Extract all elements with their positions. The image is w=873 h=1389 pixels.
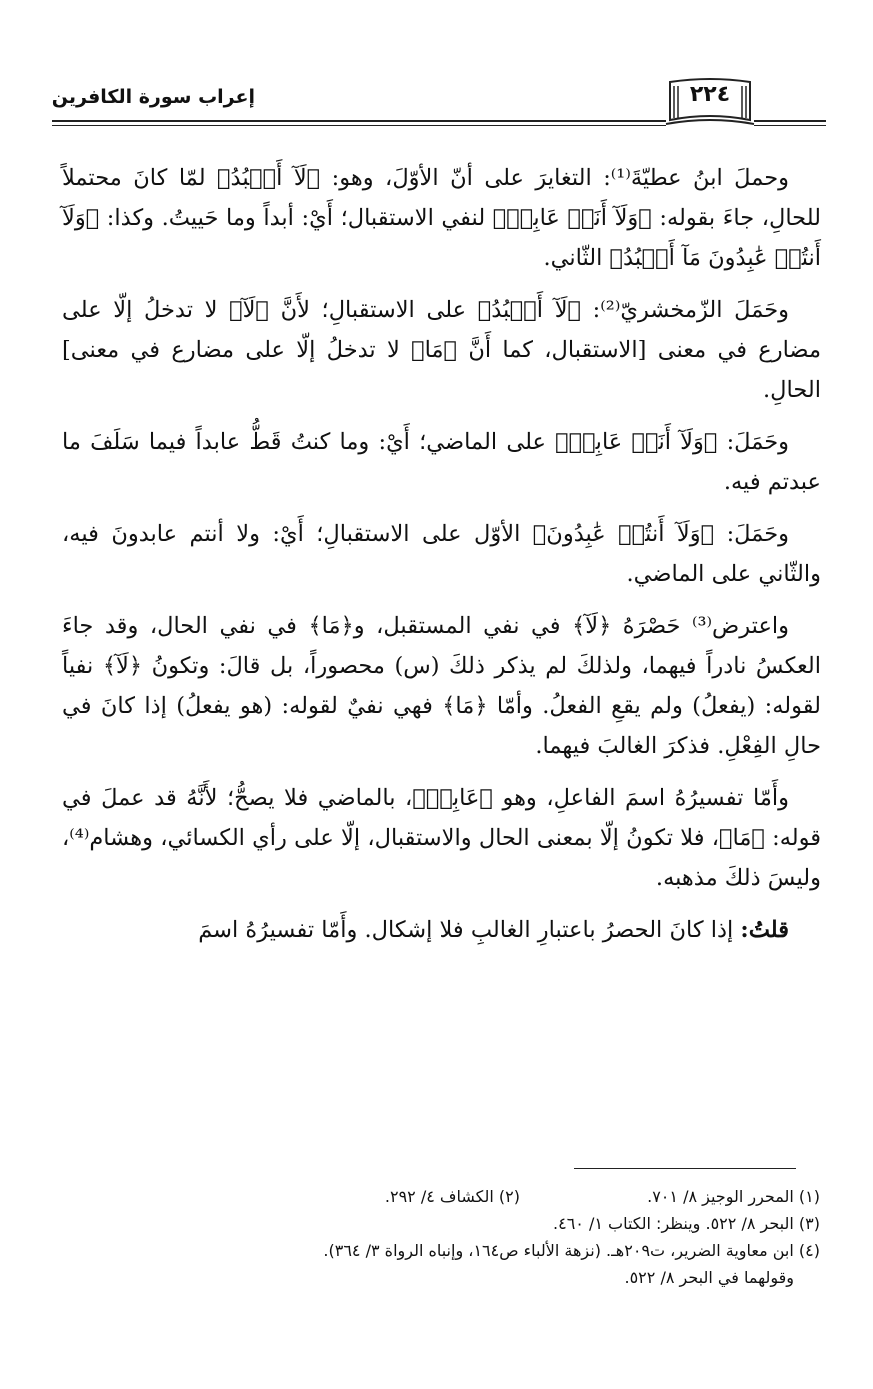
paragraph: وحَمَلَ: ﴿وَلَآ أَنتُمۡ عَٰبِدُونَ﴾ الأوّل على الاستقبالِ؛ أَيْ: ولا أنتم عابدونَ فيه، والثّاني على الماضي. [62, 521, 821, 587]
header-divider [52, 120, 666, 126]
paragraph: وحَمَلَ الزّمخشريّ⁽²⁾: ﴿لَآ أَعۡبُدُ﴾ على الاستقبالِ؛ لأَنَّ ﴿لَآ﴾ لا تدخلُ إلّا على مضارع في معنى [الاستقبال، كما أَنَّ ﴿مَا﴾ لا تدخلُ إلّا على مضارع في معنى] الحالِ. [62, 297, 821, 403]
page-number-badge [664, 76, 756, 126]
footnotes [52, 1183, 820, 1291]
footnote-1: (١) المحرر الوجيز ٨/ ٧٠١. [647, 1187, 820, 1206]
footnote-row [52, 1183, 820, 1210]
body-text [62, 158, 821, 950]
footnote-divider [574, 1168, 796, 1169]
paragraph: وأَمّا تفسيرُهُ اسمَ الفاعلِ، وهو ﴿عَابِدٞ﴾، بالماضي فلا يصحُّ؛ لأَنَّهُ قد عملَ في قوله: ﴿مَا﴾، فلا تكونُ إلّا بمعنى الحال والاستقبال، إلّا على رأي الكسائي، وهشام⁽⁴⁾، وليسَ ذلكَ مذهبه. [62, 785, 821, 891]
paragraph: وحَمَلَ: ﴿وَلَآ أَنَا۠ عَابِدٞ﴾ على الماضي؛ أَيْ: وما كنتُ قَطُّ عابداً فيما سَلَفَ ما عبدتم فيه. [62, 429, 821, 495]
page-number: ٢٢٤ [689, 82, 731, 107]
paragraph: وحملَ ابنُ عطيّةَ⁽¹⁾: التغايرَ على أنّ الأوّلَ، وهو: ﴿لَآ أَعۡبُدُ﴾ لمّا كانَ محتملاً للحالِ، جاءَ بقوله: ﴿وَلَآ أَنَا۠ عَابِدٞ﴾ لنفي الاستقبال؛ أَيْ: أبداً وما حَييتُ. وكذا: ﴿وَلَآ أَنتُمۡ عَٰبِدُونَ مَآ أَعۡبُدُ﴾ الثّاني. [62, 165, 821, 271]
qultu-lead: قلتُ: [740, 917, 789, 943]
header-divider-right [754, 120, 826, 126]
footnote-3: (٣) البحر ٨/ ٥٢٢. وينظر: الكتاب ١/ ٤٦٠. [553, 1214, 820, 1233]
footnote-4: (٤) ابن معاوية الضرير، ت٢٠٩هـ. (نزهة الألباء ص١٦٤، وإنباه الرواة ٣/ ٣٦٤). [323, 1241, 820, 1260]
footnote-2: (٢) الكشاف ٤/ ٢٩٢. [384, 1187, 520, 1206]
paragraph-last-text: إذا كانَ الحصرُ باعتبارِ الغالبِ فلا إشكال. وأَمّا تفسيرُهُ اسمَ [198, 917, 741, 943]
chapter-title: إعراب سورة الكافرين [51, 86, 255, 108]
footnote-4-continued: وقولهما في البحر ٨/ ٥٢٢. [624, 1268, 794, 1287]
paragraph: واعترض⁽³⁾ حَصْرَهُ ﴿لَآ﴾ في نفي المستقبل، و﴿مَا﴾ في نفي الحال، وقد جاءَ العكسُ نادراً فيهما، ولذلكَ لم يذكر ذلكَ (س) محصوراً، بل قالَ: وتكونُ ﴿لَآ﴾ نفياً لقوله: (يفعلُ) ولم يقعِ الفعلُ. وأمّا ﴿مَا﴾ فهي نفيٌ لقوله: (هو يفعلُ) إذا كانَ في حالِ الفِعْلِ. فذكرَ الغالبَ فيهما. [62, 613, 821, 759]
paragraph-last [62, 910, 821, 950]
